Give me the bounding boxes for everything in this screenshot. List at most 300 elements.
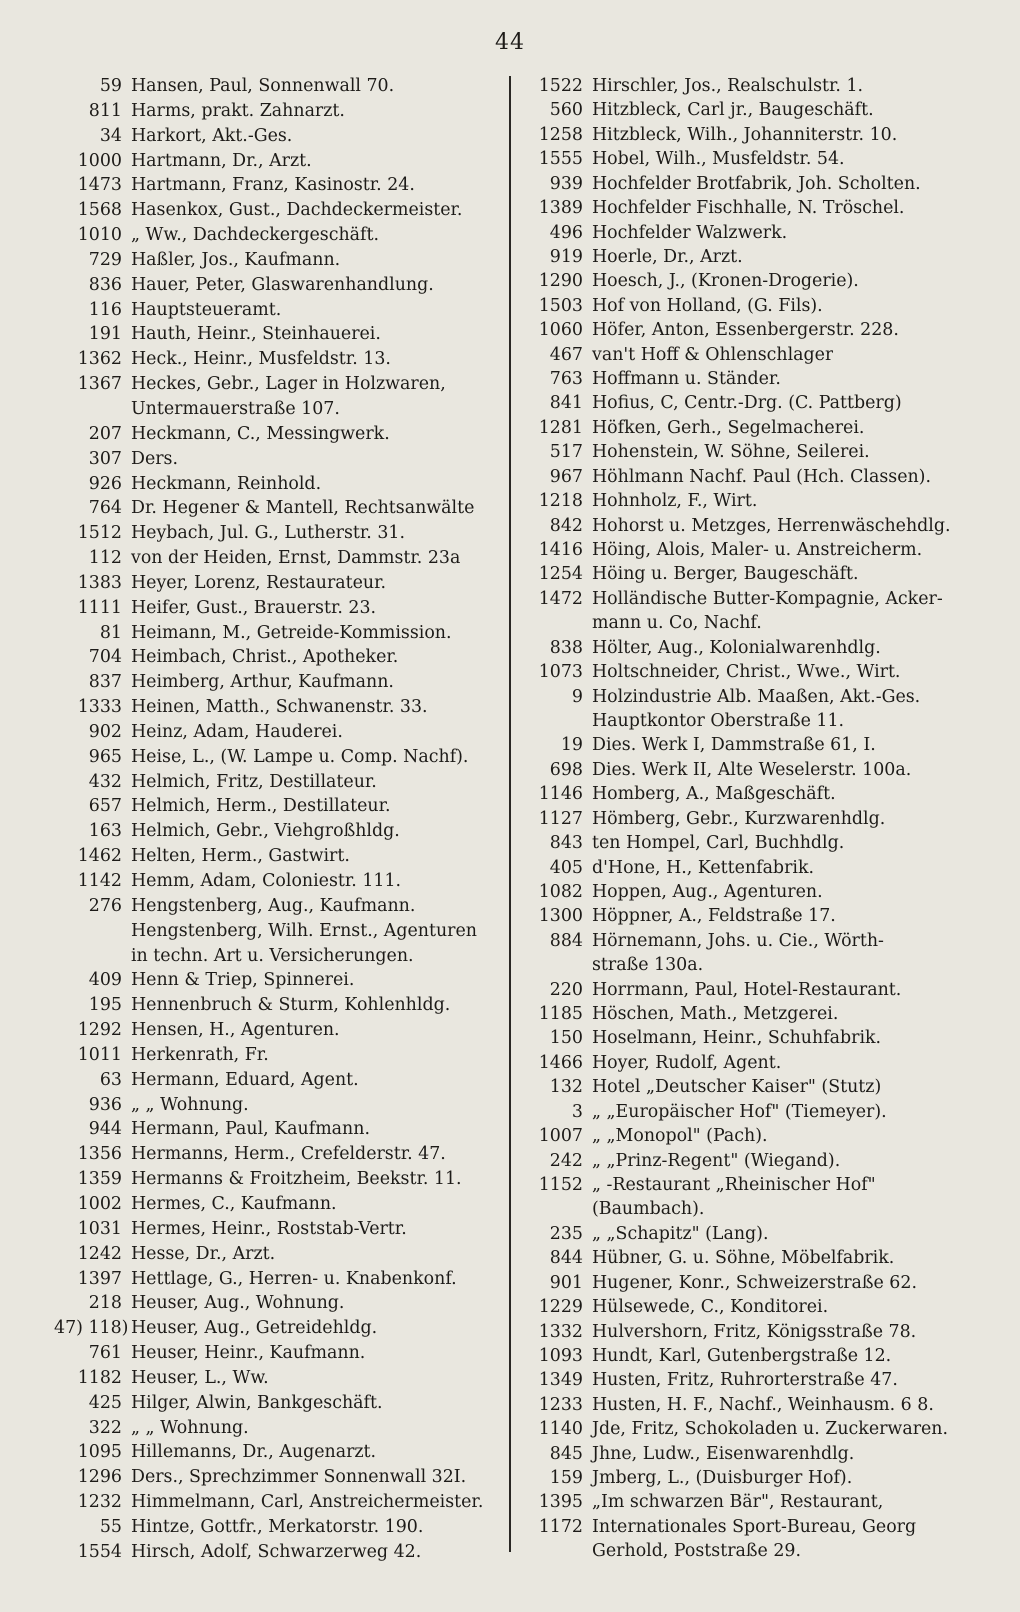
entry-text: Heck., Heinr., Musfeldstr. 13. [131, 349, 391, 370]
phone-number: 729 [88, 249, 122, 270]
directory-entry [520, 1075, 966, 1099]
directory-entry [520, 929, 966, 953]
entry-text: Ders. [131, 448, 179, 469]
phone-number: 159 [549, 1468, 583, 1489]
directory-entry [520, 147, 966, 171]
entry-text: Haßler, Jos., Kaufmann. [131, 249, 341, 270]
directory-entry [520, 416, 966, 440]
directory-entry [520, 587, 966, 611]
phone-number: 842 [549, 515, 583, 536]
entry-text: Hensen, H., Agenturen. [131, 1020, 340, 1041]
phone-number: 902 [88, 721, 122, 742]
directory-entry [54, 74, 502, 98]
phone-number: 1142 [77, 871, 122, 891]
entry-text: Hoffmann u. Ständer. [592, 369, 781, 390]
phone-number: 1146 [538, 784, 583, 805]
entry-text: Hitzbleck, Carl jr., Baugeschäft. [592, 100, 874, 121]
phone-number: 1140 [538, 1419, 583, 1440]
entry-text: Herkenrath, Fr. [131, 1044, 269, 1065]
phone-number: 1503 [538, 295, 583, 316]
directory-entry [54, 472, 502, 496]
directory-entry [520, 1515, 966, 1539]
phone-number: 1031 [77, 1218, 122, 1239]
phone-number: 163 [88, 821, 122, 842]
entry-text: Hauth, Heinr., Steinhauerei. [131, 324, 381, 345]
phone-number: 1296 [77, 1467, 122, 1488]
entry-text: Henn & Triep, Spinnerei. [131, 970, 355, 991]
phone-number: 1359 [77, 1169, 122, 1190]
directory-entry [520, 1026, 966, 1050]
directory-entry [54, 1291, 502, 1315]
entry-text: Dies. Werk II, Alte Weselerstr. 100a. [592, 759, 912, 780]
phone-number: 220 [549, 979, 583, 1000]
directory-entry [54, 248, 502, 272]
directory-entry [54, 1540, 502, 1564]
phone-number: 919 [549, 246, 583, 267]
directory-entry [520, 74, 966, 98]
directory-entry [54, 596, 502, 620]
directory-entry [54, 919, 502, 943]
directory-entry [520, 318, 966, 342]
entry-text: Hochfelder Brotfabrik, Joh. Scholten. [592, 173, 921, 194]
directory-entry [520, 1222, 966, 1246]
phone-number: 837 [88, 672, 122, 693]
phone-number: 112 [88, 548, 122, 569]
phone-number: 1254 [538, 564, 583, 585]
phone-number: 1011 [77, 1044, 122, 1065]
directory-entry [520, 245, 966, 269]
directory-entry [54, 99, 502, 123]
phone-number: 761 [88, 1343, 122, 1364]
phone-number: 276 [88, 895, 122, 916]
phone-number: 1010 [77, 225, 122, 246]
phone-number: 1367 [77, 374, 122, 395]
entry-text: Heuser, Heinr., Kaufmann. [131, 1343, 366, 1364]
directory-entry [520, 1442, 966, 1466]
entry-text: Hohorst u. Metzges, Herrenwäschehdlg. [592, 515, 951, 536]
entry-text: „ „ Wohnung. [131, 1094, 249, 1115]
phone-number: 1356 [77, 1144, 122, 1165]
entry-text: Hemm, Adam, Coloniestr. 111. [131, 871, 402, 891]
phone-number: 1522 [538, 76, 583, 96]
phone-number: 936 [88, 1094, 122, 1115]
directory-entry [520, 440, 966, 464]
phone-number: 901 [549, 1272, 583, 1293]
entry-text: Höing u. Berger, Baugeschäft. [592, 564, 859, 585]
phone-number: 1472 [538, 588, 583, 609]
entry-text: Himmelmann, Carl, Anstreichermeister. [131, 1492, 484, 1513]
directory-entry [520, 1368, 966, 1392]
entry-text: Heise, L., (W. Lampe u. Comp. Nachf). [131, 746, 469, 767]
column-divider [509, 76, 511, 1552]
entry-text: Heinen, Matth., Schwanenstr. 33. [131, 697, 428, 718]
phone-number: 1568 [77, 200, 122, 221]
phone-number: 235 [549, 1223, 583, 1244]
entry-text: Hirschler, Jos., Realschulstr. 1. [592, 76, 864, 96]
phone-number: 9 [571, 686, 583, 707]
phone-number: 1000 [77, 150, 122, 171]
directory-entry [54, 1366, 502, 1390]
directory-entry [520, 1490, 966, 1514]
phone-number: 1073 [538, 662, 583, 683]
entry-text: „Im schwarzen Bär", Restaurant, [592, 1492, 884, 1513]
entry-text: Hohenstein, W. Söhne, Seilerei. [592, 442, 870, 463]
directory-entry [520, 269, 966, 293]
phone-number: 517 [549, 442, 583, 463]
directory-entry [54, 695, 502, 719]
phone-number: 1127 [538, 808, 583, 829]
directory-entry [520, 611, 966, 635]
entry-text: Hermanns & Froitzheim, Beekstr. 11. [131, 1169, 462, 1190]
phone-number: 1416 [538, 540, 583, 561]
entry-text: Höing, Alois, Maler- u. Anstreicherm. [592, 540, 923, 561]
phone-number: 704 [88, 647, 122, 668]
phone-number: 242 [549, 1150, 583, 1171]
entry-text: Harms, prakt. Zahnarzt. [131, 100, 345, 121]
phone-number: 425 [88, 1392, 122, 1413]
phone-number: 1395 [538, 1492, 583, 1513]
directory-entry [54, 745, 502, 769]
phone-number: 1218 [538, 491, 583, 512]
directory-entry [520, 489, 966, 513]
entry-text: Hengstenberg, Wilh. Ernst., Agenturen [131, 920, 477, 941]
phone-number: 1362 [77, 349, 122, 370]
phone-number: 132 [549, 1077, 583, 1098]
directory-entry [520, 123, 966, 147]
directory-entry [520, 709, 966, 733]
phone-number: 55 [99, 1516, 122, 1537]
phone-number: 843 [549, 833, 583, 854]
directory-entry [54, 1142, 502, 1166]
directory-entry [520, 172, 966, 196]
phone-number: 1233 [538, 1394, 583, 1415]
directory-entry [54, 571, 502, 595]
entry-text: Jmberg, L., (Duisburger Hof). [592, 1468, 853, 1489]
directory-entry [54, 1341, 502, 1365]
directory-entry [54, 124, 502, 148]
directory-entry [54, 1018, 502, 1042]
phone-number: 841 [549, 393, 583, 414]
phone-number [520, 1539, 583, 1563]
directory-entry [54, 993, 502, 1017]
directory-entry [54, 397, 502, 421]
phone-number: 967 [549, 466, 583, 487]
entry-text: Hermes, Heinr., Roststab-Vertr. [131, 1218, 407, 1239]
entry-text: Heckmann, Reinhold. [131, 473, 322, 494]
directory-entry [54, 1416, 502, 1440]
directory-entry [520, 465, 966, 489]
directory-entry [54, 298, 502, 322]
directory-entry [520, 538, 966, 562]
entry-text: d'Hone, H., Kettenfabrik. [592, 857, 815, 878]
phone-number: 218 [88, 1293, 122, 1314]
directory-entry [54, 1490, 502, 1514]
directory-entry [54, 1391, 502, 1415]
phone-number: 939 [549, 173, 583, 194]
entry-text: mann u. Co, Nachf. [592, 613, 762, 634]
directory-entry [54, 770, 502, 794]
directory-entry [520, 1539, 966, 1563]
directory-entry [520, 978, 966, 1002]
entry-text: Ders., Sprechzimmer Sonnenwall 32I. [131, 1467, 467, 1488]
phone-number: 207 [88, 423, 122, 444]
phone-number: 1229 [538, 1297, 583, 1318]
directory-entry [54, 844, 502, 868]
entry-text: „ „Monopol" (Pach). [592, 1126, 768, 1147]
entry-text: Hauptsteueramt. [131, 299, 282, 320]
entry-text: Husten, H. F., Nachf., Weinhausm. 6 8. [592, 1394, 934, 1415]
phone-number: 322 [88, 1417, 122, 1438]
phone-number [520, 1197, 583, 1221]
directory-entry [520, 221, 966, 245]
directory-entry [54, 422, 502, 446]
entry-text: Hennenbruch & Sturm, Kohlenhldg. [131, 995, 451, 1016]
entry-text: Hengstenberg, Aug., Kaufmann. [131, 895, 416, 916]
phone-number: 1290 [538, 271, 583, 292]
entry-text: Hoesch, J., (Kronen-Drogerie). [592, 271, 859, 292]
directory-entry [520, 831, 966, 855]
entry-text: Hartmann, Franz, Kasinostr. 24. [131, 175, 415, 196]
phone-number: 3 [571, 1101, 583, 1122]
directory-entry [520, 196, 966, 220]
phone-number: 195 [88, 995, 122, 1016]
phone-number: 1349 [538, 1370, 583, 1391]
phone-number: 116 [88, 299, 122, 320]
directory-entry [520, 1320, 966, 1344]
directory-entry [54, 1242, 502, 1266]
entry-text: in techn. Art u. Versicherungen. [131, 945, 414, 966]
directory-entry [520, 1344, 966, 1368]
phone-number: 1473 [77, 175, 122, 196]
entry-text: Helten, Herm., Gastwirt. [131, 846, 350, 867]
entry-text: Internationales Sport-Bureau, Georg [592, 1516, 917, 1537]
entry-text: Hasenkox, Gust., Dachdeckermeister. [131, 200, 463, 221]
phone-number: 1466 [538, 1052, 583, 1073]
entry-text: Hitzbleck, Wilh., Johanniterstr. 10. [592, 124, 898, 145]
entry-text: Hoerle, Dr., Arzt. [592, 246, 743, 267]
directory-entry [520, 1197, 966, 1221]
entry-text: Dr. Hegener & Mantell, Rechtsanwälte [131, 498, 475, 519]
entry-text: Holzindustrie Alb. Maaßen, Akt.-Ges. [592, 686, 921, 707]
phone-number [54, 919, 122, 943]
entry-text: Heuser, L., Ww. [131, 1367, 269, 1388]
directory-entry [54, 496, 502, 520]
directory-entry [520, 1417, 966, 1441]
directory-entry [54, 1093, 502, 1117]
entry-text: straße 130a. [592, 955, 704, 976]
entry-text: Hintze, Gottfr., Merkatorstr. 190. [131, 1516, 424, 1537]
entry-text: Husten, Fritz, Ruhrorterstraße 47. [592, 1370, 898, 1391]
entry-text: Hochfelder Walzwerk. [592, 222, 788, 243]
entry-text: Höschen, Math., Metzgerei. [592, 1004, 839, 1025]
phone-number: 467 [549, 344, 583, 365]
phone-number: 763 [549, 369, 583, 390]
directory-entry [54, 670, 502, 694]
directory-entry [520, 807, 966, 831]
entry-text: Helmich, Fritz, Destillateur. [131, 771, 377, 792]
entry-text: Hölter, Aug., Kolonialwarenhdlg. [592, 637, 881, 658]
directory-entry [54, 621, 502, 645]
directory-entry [54, 1465, 502, 1489]
phone-number: 1332 [538, 1321, 583, 1342]
entry-text: Hoselmann, Heinr., Schuhfabrik. [592, 1028, 882, 1049]
phone-number: 1333 [77, 697, 122, 718]
directory-entry [54, 944, 502, 968]
entry-text: Hermann, Paul, Kaufmann. [131, 1119, 370, 1140]
entry-text: Heuser, Aug., Getreidehldg. [131, 1318, 378, 1339]
directory-entry [520, 1124, 966, 1148]
entry-text: von der Heiden, Ernst, Dammstr. 23a [131, 548, 461, 569]
entry-text: Hermes, C., Kaufmann. [131, 1193, 337, 1214]
entry-text: Heybach, Jul. G., Lutherstr. 31. [131, 523, 405, 544]
directory-entry [520, 1149, 966, 1173]
phone-number: 47) 118) [54, 1318, 129, 1339]
entry-text: Heyer, Lorenz, Restaurateur. [131, 572, 387, 593]
directory-entry [54, 322, 502, 346]
directory-entry [520, 904, 966, 928]
directory-entry [520, 562, 966, 586]
phone-number: 1232 [77, 1492, 122, 1513]
entry-text: „ „Prinz-Regent" (Wiegand). [592, 1150, 841, 1171]
phone-number [520, 709, 583, 733]
entry-text: „ „ Wohnung. [131, 1417, 249, 1438]
phone-number: 764 [88, 498, 122, 519]
entry-text: Dies. Werk I, Dammstraße 61, I. [592, 735, 876, 756]
phone-number: 81 [99, 622, 122, 643]
entry-text: Heimann, M., Getreide-Kommission. [131, 622, 452, 643]
directory-entry [520, 1246, 966, 1270]
entry-text: Harkort, Akt.-Ges. [131, 125, 293, 146]
phone-number: 1060 [538, 320, 583, 341]
entry-text: van't Hoff & Ohlenschlager [592, 344, 834, 365]
directory-entry [54, 223, 502, 247]
entry-text: Höhlmann Nachf. Paul (Hch. Classen). [592, 466, 931, 487]
directory-entry [520, 660, 966, 684]
entry-text: „ -Restaurant „Rheinischer Hof" [592, 1174, 876, 1195]
phone-number: 432 [88, 771, 122, 792]
directory-entry [54, 1316, 502, 1340]
directory-entry [54, 447, 502, 471]
directory-entry [520, 1002, 966, 1026]
phone-number: 1512 [77, 523, 122, 544]
entry-text: Hofius, C, Centr.-Drg. (C. Pattberg) [592, 393, 902, 414]
directory-entry [520, 98, 966, 122]
directory-entry [520, 880, 966, 904]
directory-entry [54, 1043, 502, 1067]
directory-entry [54, 1440, 502, 1464]
entry-text: Untermauerstraße 107. [131, 398, 340, 419]
directory-entry [54, 968, 502, 992]
phone-number: 698 [549, 759, 583, 780]
phone-number: 1383 [77, 572, 122, 593]
directory-entry [54, 1267, 502, 1291]
directory-entry [54, 894, 502, 918]
entry-text: Hesse, Dr., Arzt. [131, 1243, 276, 1264]
directory-entry [54, 372, 502, 396]
entry-text: Heuser, Aug., Wohnung. [131, 1293, 345, 1314]
phone-number [54, 397, 122, 421]
phone-number: 1242 [77, 1243, 122, 1264]
phone-number: 1185 [538, 1004, 583, 1025]
entry-text: Hotel „Deutscher Kaiser" (Stutz) [592, 1077, 882, 1098]
phone-number: 836 [88, 274, 122, 295]
phone-number: 191 [88, 324, 122, 345]
phone-number: 63 [99, 1069, 122, 1090]
directory-entry [520, 1051, 966, 1075]
directory-entry [520, 294, 966, 318]
directory-entry [520, 343, 966, 367]
directory-entry [54, 869, 502, 893]
entry-text: Hobel, Wilh., Musfeldstr. 54. [592, 149, 845, 170]
entry-text: „ Ww., Dachdeckergeschäft. [131, 225, 379, 246]
phone-number: 1082 [538, 881, 583, 902]
directory-entry [520, 514, 966, 538]
phone-number: 965 [88, 746, 122, 767]
entry-text: Höppner, A., Feldstraße 17. [592, 906, 836, 927]
entry-text: Hulvershorn, Fritz, Königsstraße 78. [592, 1321, 917, 1342]
phone-number: 1093 [538, 1345, 583, 1366]
entry-text: Heimberg, Arthur, Kaufmann. [131, 672, 394, 693]
directory-entry [54, 173, 502, 197]
phone-number: 884 [549, 930, 583, 951]
phone-number: 1002 [77, 1193, 122, 1214]
phone-number: 1292 [77, 1020, 122, 1041]
directory-entry [54, 1192, 502, 1216]
entry-text: ten Hompel, Carl, Buchhdlg. [592, 833, 845, 854]
directory-entry [520, 953, 966, 977]
directory-entry [54, 819, 502, 843]
phone-number: 1258 [538, 124, 583, 145]
entry-text: Heimbach, Christ., Apotheker. [131, 647, 399, 668]
entry-text: Hübner, G. u. Söhne, Möbelfabrik. [592, 1248, 895, 1269]
directory-entry [520, 367, 966, 391]
phone-number: 560 [549, 100, 583, 121]
phone-number: 1555 [538, 149, 583, 170]
entry-text: Heinz, Adam, Hauderei. [131, 721, 343, 742]
entry-text: „ „Schapitz" (Lang). [592, 1223, 769, 1244]
entry-text: Heckes, Gebr., Lager in Holzwaren, [131, 374, 446, 395]
entry-text: Heifer, Gust., Brauerstr. 23. [131, 597, 377, 618]
phone-number: 844 [549, 1248, 583, 1269]
entry-text: Hoyer, Rudolf, Agent. [592, 1052, 782, 1073]
entry-text: Jhne, Ludw., Eisenwarenhdlg. [592, 1443, 855, 1464]
phone-number: 496 [549, 222, 583, 243]
entry-text: Hauptkontor Oberstraße 11. [592, 710, 845, 731]
directory-entry [520, 636, 966, 660]
phone-number: 1007 [538, 1126, 583, 1147]
phone-number: 1389 [538, 198, 583, 219]
phone-number: 926 [88, 473, 122, 494]
phone-number: 34 [99, 125, 122, 146]
entry-text: Hettlage, G., Herren- u. Knabenkonf. [131, 1268, 457, 1289]
directory-entry [54, 720, 502, 744]
directory-entry [54, 1068, 502, 1092]
directory-entry [54, 1217, 502, 1241]
directory-entry [520, 1393, 966, 1417]
entry-text: Jde, Fritz, Schokoladen u. Zuckerwaren. [592, 1419, 949, 1440]
directory-entry [54, 198, 502, 222]
phone-number: 657 [88, 796, 122, 817]
phone-number: 1397 [77, 1268, 122, 1289]
directory-entry [54, 794, 502, 818]
phone-number: 1172 [538, 1516, 583, 1537]
phone-number: 405 [549, 857, 583, 878]
phone-number: 1554 [77, 1541, 122, 1562]
entry-text: Hömberg, Gebr., Kurzwarenhdlg. [592, 808, 886, 829]
directory-entry [54, 546, 502, 570]
directory-entry [520, 391, 966, 415]
entry-text: (Baumbach). [592, 1199, 705, 1220]
